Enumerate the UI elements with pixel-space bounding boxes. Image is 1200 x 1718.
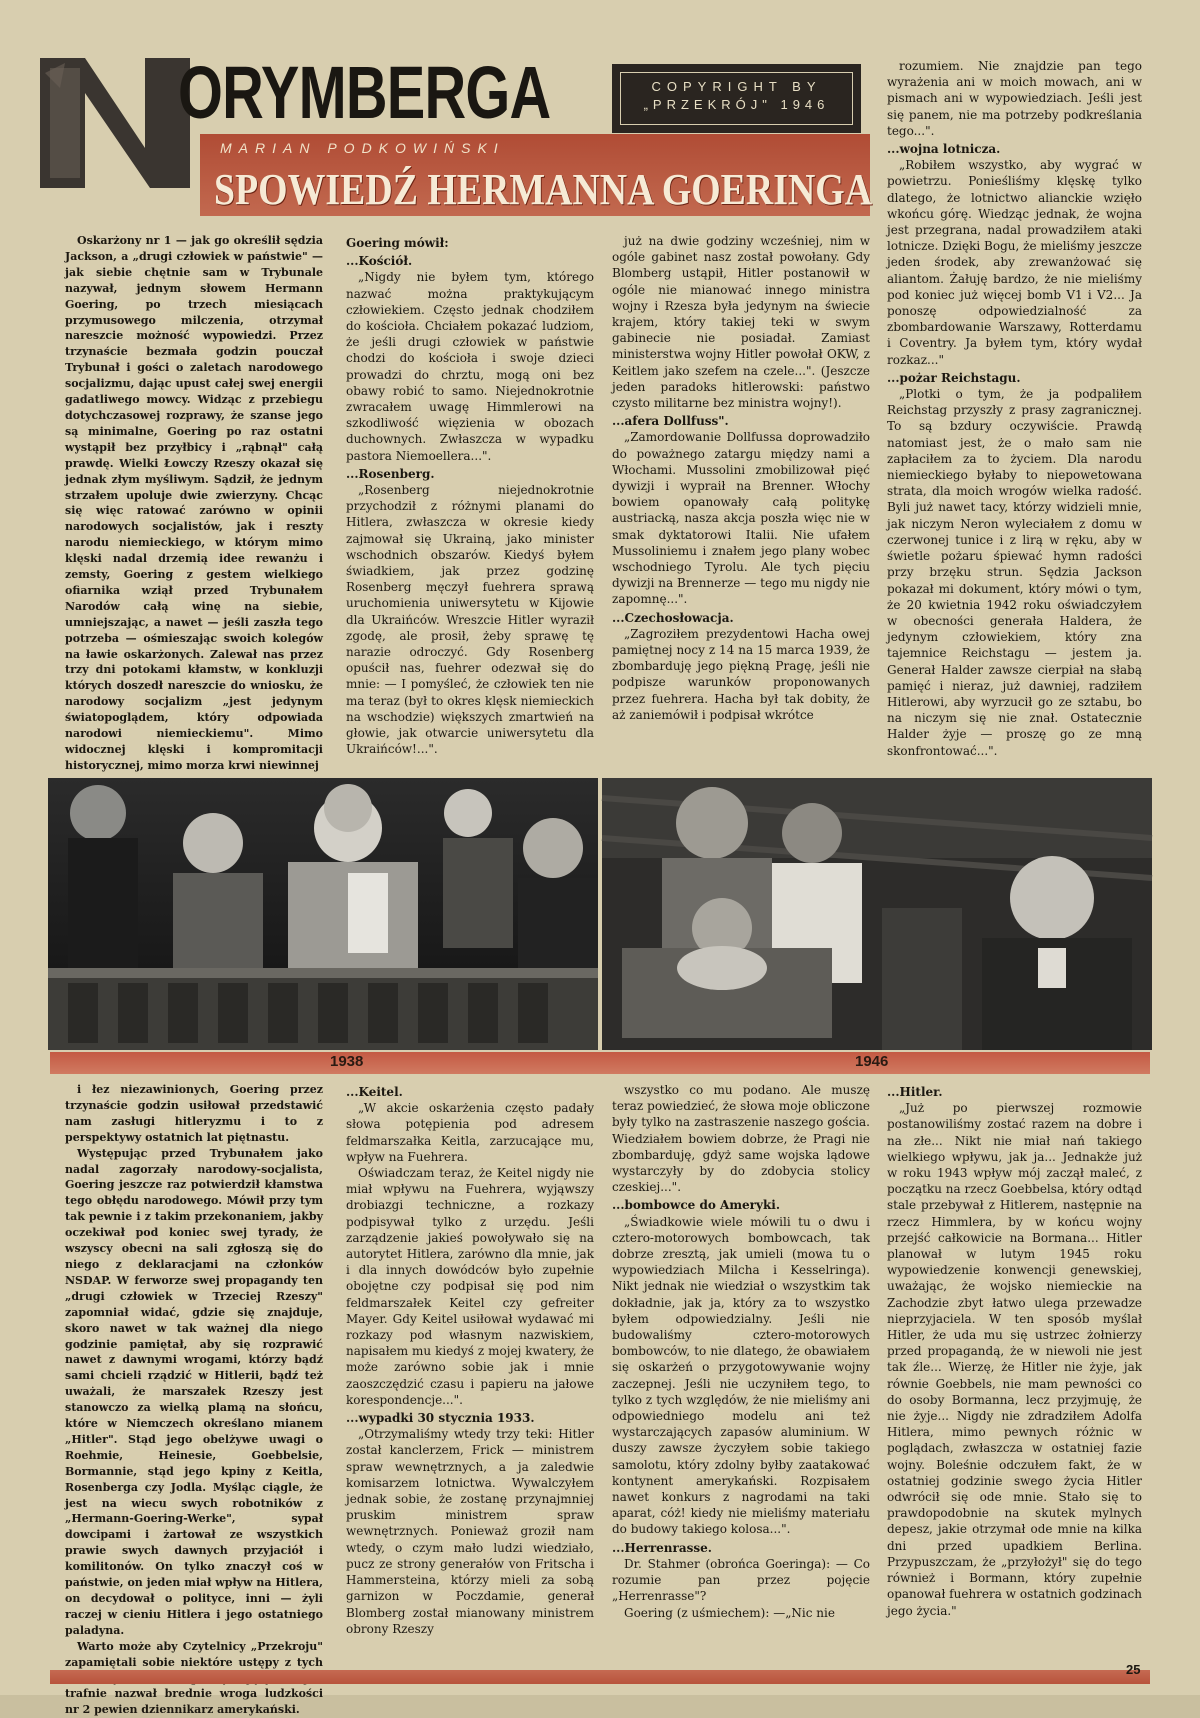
paragraph: Występując przed Trybunałem jako nadal zagorzały narodowy-socjalista, Goering jeszcze raz potwierdził kłamstwa tego obłędu narodowego. Mówił przy tym tak pewnie i z takim przekonaniem, jakby oczekiwał pod koniec swej tyrady, że wszyscy obecni na sali zgłoszą się do niego z deklaracjami na członków NSDAP. W ferworze swej propagandy ten „drugi człowiek w Trzeciej Rzeszy" zapomniał widać, gdzie się znajduje, skoro nawet w tak ważnej dla niego godzinie pamiętał, aby się rozprawić nawet z dawnymi wrogami, którzy bądź sami chcieli rządzić w Hitlerii, bądź też uważali, że marszałek Rzeszy jest stanowczo za wielką plamą na słońcu, które w Niemczech określano mianem „Hitler". Stąd jego obelżywe uwagi o Roehmie, Heinesie, Goebbelsie, Bormannie, stąd jego kpiny z Keitla, Rosenberga czy Jodla. Myśląc ciągle, że jest na wiecu swych robotników z „Hermann-Goering-Werke", sypał dowcipami i żartował ze wszystkich prawie swych dawnych przyjaciół i komilitonów. On tylko znaczył coś w państwie, on jeden miał wpływ na Hitlera, on decydował o polityce, inni — żyli raczej w cieniu Hitlera i jego ostatniego paladyna. [65,1146,323,1637]
paragraph: Oświadczam teraz, że Keitel nigdy nie miał wpływu na Fuehrera, wyjąwszy drobiazgi techniczne, a rozkazy podpisywał tylko z urzędu. Jeśli zarządzenie jakieś powoływało się na autorytet Hitlera, zarówno dla mnie, jak i dla innych dowódców było zupełnie obojętne czy podpisał się pod nim feldmarszałek Keitel czy gefreiter Mayer. Gdy Keitel usiłował wydawać mi rozkazy pod własnym nazwiskiem, napisałem mu kiedyś z mojej kwatery, że może zarówno sobie jak i mnie zaoszczędzić czasu i papieru na jałowe korespondencje...". [346,1166,594,1407]
title-initial-n-graphic [40,48,190,188]
paragraph: Dr. Stahmer (obrońca Goeringa): — Co rozumie pan przez pojęcie „Herrenrasse"? [612,1556,870,1604]
page-footer-bar [50,1670,1150,1684]
article-column-2 [346,233,594,758]
paragraph: i łez niezawinionych, Goering przez trzynaście godzin usiłował przedstawić nam zasługi hitleryzmu i to z perspektywy ostatnich lat piętnastu. [65,1083,323,1144]
headline-subtitle: SPOWIEDŹ HERMANNA GOERINGA [214,165,873,214]
section-heading: ...wojna lotnicza. [887,142,1001,157]
paragraph: „Robiłem wszystko, aby wygrać w powietrzu. Ponieśliśmy klęskę tylko dlatego, że lotnictwo alianckie wzięło wkońcu górę. Wiedząc jednak, że wojna jest przegrana, nadal prowadziłem ataki lotnicze. Dzięki Bogu, że mieliśmy jeszcze jeden środek, aby zrewanżować się aliantom. Żałuję bardzo, że nie mieliśmy pod koniec już więcej bomb V1 i V2... Ja ponoszę odpowiedzialność za zbombardowanie Warszawy, Rotterdamu i Coventry. Ja byłem tym, który wydał rozkaz..." [887,158,1142,367]
copyright-box [612,64,861,133]
section-heading: ...bombowce do Ameryki. [612,1198,781,1213]
section-heading: ...wypadki 30 stycznia 1933. [346,1411,535,1426]
copyright-line-1: COPYRIGHT BY [651,79,822,94]
photo-1938-theatre-box [48,778,598,1050]
photo-caption-bar [50,1052,1150,1074]
section-heading: ...pożar Reichstagu. [887,370,1021,385]
section-heading: ...Hitler. [887,1085,943,1099]
article-column-6 [346,1082,594,1637]
paragraph: „Świadkowie wiele mówili tu o dwu i cztero-motorowych bombowcach, tak dobrze zresztą, jak umieli (mowa tu o wypowiedziach Milcha i Kesselringa). Nikt jednak nie wiedział o wszystkim tak dokładnie, jak ja, który za to wszystko byłem odpowiedzialny. Jeśli nie budowaliśmy cztero-motorowych bombowców, to nie dlatego, że obawiałem się oskarżeń o przygotowywanie wojny zaczepnej. Jeśli nie uczyniłem tego, to tylko z tych względów, że nie mieliśmy ani odpowiedniego modelu ani też wystarczających zapasów aluminium. W duszy zawsze życzyłem sobie takiego samolotu, który zdolny byłby zaatakować kontynent amerykański. Rozpisałem nawet konkurs z nagrodami na taki aparat, cóż! kiedy nie mieliśmy materiału do budowy takiego kolosa...". [612,1214,870,1537]
paragraph: Warto może aby Czytelnicy „Przekroju" zapamiętali sobie niektóre ustępy z tych trafnie nazwał brednie wroga ludzkości nr 2 pewien dziennikarz amerykański. [65,1639,323,1717]
intro-paragraph: Oskarżony nr 1 — jak go określił sędzia Jackson, a „drugi człowiek w państwie" — jak siebie chętnie sam w Trybunale nazywał, jednym słowem Hermann Goering, po trzech miesiącach przymusowego milczenia, otrzymał nareszcie możność wypowiedzi. Przez trzynaście bezmała godzin pouczał Trybunał i gości o zaletach narodowego socjalizmu, dając upust całej swej energii gadatliwego mowcy. Widząc z przebiegu dotychczasowej rozprawy, że szanse jego są minimalne, Goering po raz ostatni wystąpił bez przyłbicy i „rąbnął" całą prawdę. Wielki Łowczy Rzeszy okazał się jednak złym myśliwym. Sądził, że jednym strzałem upoluje dwie zwierzyny. Chcąc się więc ratować zarówno w opinii narodowych socjalistów, jak i reszty narodu niemieckiego, w którym mimo klęski nadal drzemią idee rewanżu i zemsty, Goering z gestem wielkiego ofiarnika wziął przed Trybunałem Narodów całą winę na siebie, umniejszając, a nawet — jeśli zaszła tego potrzeba — ośmieszając swoich kolegów na ławie oskarżonych. Zalewał nas przez trzy dni potokami kłamstw, w konkluzji których doszedł nareszcie do wniosku, że narodowy socjalizm „jest jedynym światopoglądem, który odpowiada narodowi niemieckiemu". Mimo widocznej klęski i kompromitacji historycznej, mimo morza krwi niewinnej [65,234,323,772]
section-heading: ...Kościół. [346,254,413,269]
paragraph: „Otrzymaliśmy wtedy trzy teki: Hitler został kanclerzem, Frick — ministrem spraw wewnętrznych, a ja zaledwie komisarzem lotnictwa. Wywalczyłem jednak sobie, że zostanę przynajmniej pruskim ministrem spraw wewnętrznych. Ponieważ groził nam wtedy, o czym mało ludzi wiedziało, pucz ze strony generałów von Fritscha i Hammersteina, którzy mieli za sobą garnizon w Poczdamie, generał Blomberg został mianowany ministrem obrony Rzeszy [346,1427,594,1636]
article-column-7 [612,1082,870,1621]
section-heading: ...Keitel. [346,1085,403,1099]
caption-1946: 1946 [855,1053,889,1070]
article-column-5 [65,1082,323,1718]
section-heading: ...Rosenberg. [346,466,435,481]
copyright-line-2: „PRZEKRÓJ" 1946 [643,97,830,112]
paragraph: „W akcie oskarżenia często padały słowa potępienia pod adresem feldmarszałka Keitla, zarzucające mu, wpływ na Fuehrera. [346,1101,594,1164]
section-heading: ...afera Dollfuss". [612,414,729,429]
headline-title: ORYMBERGA [178,51,551,134]
section-heading: Goering mówił: [346,236,449,250]
section-heading: ...Herrenrasse. [612,1540,712,1555]
paragraph: „Zagroziłem prezydentowi Hacha owej pamiętnej nocy z 14 na 15 marca 1939, że zbombarduję jego piękną Pragę, jeśli nie podpisze warunków proponowanych przez fuehrera. Hacha był tak dobity, że aż zaniemówił i podpisał wkrótce [612,626,870,722]
article-column-4 [887,58,1142,759]
section-heading: ...Czechosłowacja. [612,610,734,625]
photo-1946-courtroom [602,778,1152,1050]
paragraph: „Plotki o tym, że ja podpaliłem Reichstag przyszły z prasy zagranicznej. To są bzdury oczywiście. Prawdą natomiast jest, że o mało sam nie zapłaciłem za to życiem. Dla narodu niemieckiego byłaby to niepowetowana strata, dla moich wrogów wielka radość. Byli już nawet tacy, którzy widzieli mnie, jak niczym Neron wyleciałem z domu w czerwonej tunice i z lirą w ręku, aby w świetle pożaru śpiewać hymn radości przy brzęku strun. Sędzia Jackson pokazał mi dokument, który mówi o tym, że 20 kwietnia 1942 roku oświadczyłem w obecności generała Haldera, że jedynym człowiekiem, który zna tajemnice Reichstagu — jestem ja. Generał Halder zawsze cierpiał na słabą pamięć i nieraz, już dawniej, radziłem Hitlerowi, aby wyrzucił go ze sztabu, bo na niczym się nie znał. Ostatecznie Halder żyje — proszę go ze mną skonfrontować...". [887,387,1142,758]
paragraph: wszystko co mu podano. Ale muszę teraz powiedzieć, że słowa moje obliczone były tylko na zastraszenie naszego gościa. Wiedziałem bowiem dobrze, że Pragi nie zbombarduję, gdyż same wojska lądowe wystarczyły by do zdobycia stolicy czeskiej...". [612,1083,870,1195]
author-byline: MARIAN PODKOWIŃSKI [220,140,505,156]
intro-column [65,233,323,774]
paragraph: „Zamordowanie Dollfussa doprowadziło do poważnego zatargu między nami a Włochami. Mussolini zmobilizował pięć dywizji i wypraił na Brenner. Włochy bowiem opanowały całą politykę austriacką, nasza akcja poszła więc nie w smak dyktatorowi Italii. Nie ufałem Mussoliniemu i znałem jego plany wobec wschodniego Tyrolu. Ale tych pięciu dywizji na Brennerze — tego mu nigdy nie zapomnę...". [612,430,870,607]
paragraph: „Nigdy nie byłem tym, którego nazwać można praktykującym człowiekiem. Często jednak chodziłem do kościoła. Chciałem pokazać ludziom, że jeśli drugi człowiek w państwie chodzi do kościoła i swoje dzieci prowadzi do chrztu, mogą oni bez obawy robić to samo. Niejednokrotnie zwracałem uwagę Himmlerowi na szkodliwość więzienia w obozach duchownych. Zwłaszcza w wypadku pastora Niemoellera...". [346,270,594,463]
title-banner [200,134,873,216]
article-column-3 [612,233,870,723]
paragraph: „Już po pierwszej rozmowie postanowiliśmy zostać razem na dobre i na złe... Nikt nie miał nań takiego wielkiego wpływu, jak ja... Jednakże już w roku 1943 wpływ mój zaczął maleć, z początku na rzecz Goebbelsa, który odtąd stale przebywał z Hitlerem, następnie na rzecz Himmlera, by w końcu wojny przejść całkowicie na Bormana... Hitler planował w lutym 1945 roku wypowiedzenie konwencji genewskiej, uważając, że wojsko niemieckie na Zachodzie zbyt łatwo ulega przewadze nieprzyjaciela. W ten sposób myślał Hitler, że uda mu się ustrzec żołnierzy przed propagandą, że w niewoli nie jest tak źle... Wierzę, że Hitler nie żyje, jak równie Goebbels, nie mam pewności co do osoby Bormanna, lecz przyjmuję, że nie żyje... Nigdy nie zdradziłem Adolfa Hitlera, mimo pewnych różnic w poglądach, zwłaszcza w ostatniej fazie wojny. Boleśnie odczułem fakt, że w ostatniej godzinie swego życia Hitler odwrócił się ode mnie. Stało się to prawdopodobnie na skutek mylnych depesz, jakie otrzymał ode mnie na kilka dni przed upadkiem Berlina. Przypuszczam, że „przyłożył" się do tego również i Bormann, który zupełnie opanował fuehrera w ostatnich godzinach jego życia." [887,1101,1142,1618]
photo-1938-image [48,778,598,1050]
paragraph: już na dwie godziny wcześniej, nim w ogóle gabinet nasz został powołany. Gdy Blomberg ustąpił, Hitler postanowił w ogóle nie mianować innego ministra wojny i Rzesza była jedynym na świecie krajem, który takiej teki w swym gabinecie nie posiadał. Zamiast ministerstwa wojny Hitler powołał OKW, z Keitlem jako szefem na czele...". (Jeszcze jeden paradoks hitlerowski: państwo czysto militarne bez ministra wojny!). [612,234,870,411]
article-column-8 [887,1082,1142,1619]
paragraph: Goering (z uśmiechem): —„Nic nie [624,1605,835,1620]
caption-1938: 1938 [330,1053,364,1070]
photo-1946-image [602,778,1152,1050]
paragraph: „Rosenberg niejednokrotnie przychodził z różnymi planami do Hitlera, zwłaszcza w okresie kiedy zajmował się Ukrainą, jako minister wschodnich obszarów. Kiedyś byłem świadkiem, jak przez godzinę Rosenberg męczył fuehrera sprawą uruchomienia uniwersytetu w Kijowie dla Ukraińców. Wreszcie Hitler wyraził zgodę, ale prosił, żeby sprawę tę narazie odroczyć. Gdy Rosenberg opuścił nas, fuehrer odezwał się do mnie: — I pomyśleć, że człowiek ten nie ma teraz (był to okres klęsk niemieckich na wschodzie) większych zmartwień na głowie, jak otwarcie uniwersytetu dla Ukraińców!...". [346,483,594,757]
paragraph: rozumiem. Nie znajdzie pan tego wyrażenia ani w moich mowach, ani w pismach ani w wypowiedziach. Jeśli jest się panem, nie ma potrzeby podkreślania tego...". [887,59,1142,138]
page-number: 25 [1126,1662,1141,1677]
